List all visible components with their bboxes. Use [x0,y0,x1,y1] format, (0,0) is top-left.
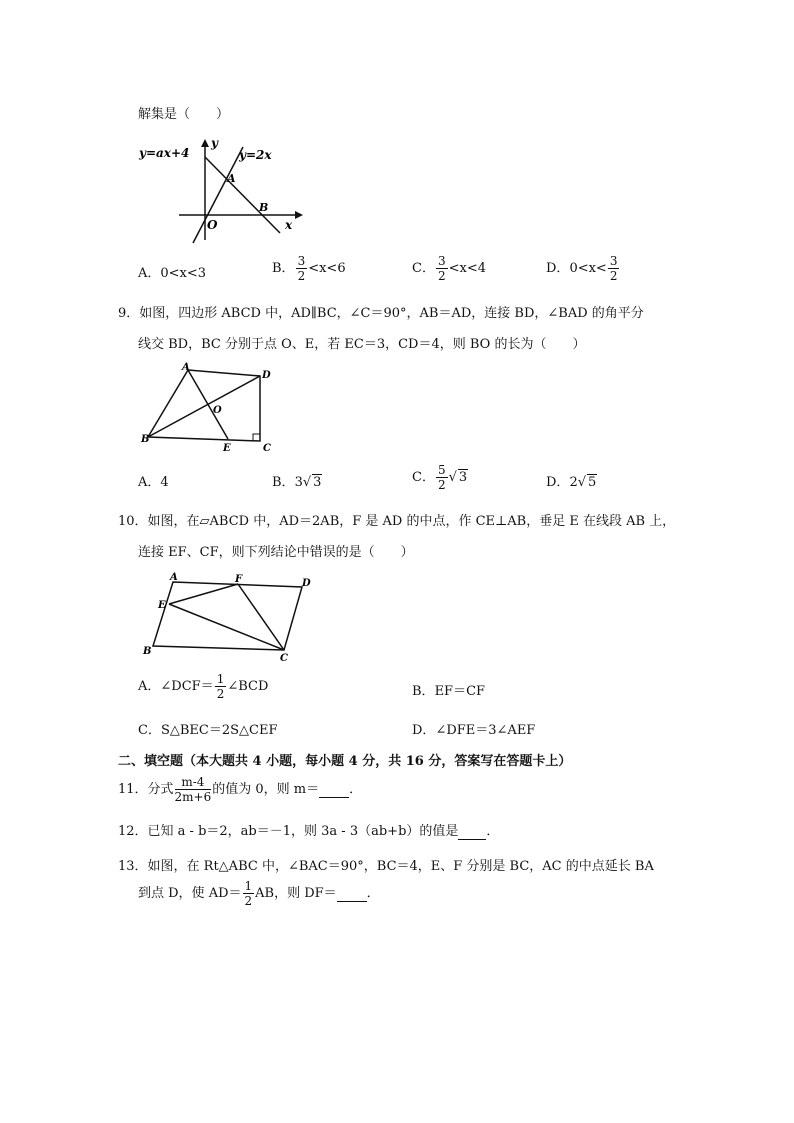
q12-end: ． [486,824,500,839]
q9-right-angle-mark [253,434,260,441]
q8-option-c[interactable] [412,255,486,282]
q11-fraction: $\frac{m-4}{2m+6}$ [174,775,212,804]
q8-option-c-text: <x<4 [448,261,486,276]
q8-label-eq2: y=2x [239,148,272,162]
q11-post: 的值为 0，则 m＝ [212,782,320,797]
q9-label-b: B [141,434,150,445]
q8-option-c-letter: C． [412,261,435,276]
q9-option-d-radicand: 5 [588,475,597,490]
q9-option-a-text: 4 [160,475,169,490]
q9-option-d[interactable]: D．2√ 5 [546,475,597,490]
q9-bisector-ae [188,370,228,439]
q8-tail-text: 解集是（ ） [138,107,230,122]
q10-option-b[interactable] [412,680,485,699]
q10-option-a-post: ∠BCD [227,679,269,694]
q10-line1: 10．如图，在▱ABCD 中，AD＝2AB，F 是 AD 的中点，作 CE⊥AB，垂足 E 在线段 AB 上， [118,514,676,529]
q10-line2: 连接 EF、CF，则下列结论中错误的是（ ） [138,545,414,560]
q10-option-a-fraction: $\frac{1}{2}$ [216,672,225,701]
q8-option-b-text: <x<6 [308,261,346,276]
q9-figure [138,362,278,457]
q8-option-d-letter: D． [546,261,570,276]
q13-fraction: $\frac{1}{2}$ [244,879,253,908]
q9-option-c-fraction: $\frac{5}{2}$ [437,463,446,492]
q10-label-d: D [302,578,311,589]
q13-answer-blank[interactable] [337,886,367,902]
q8-option-b-letter: B． [272,261,295,276]
q8-label-eq1: y=ax+4 [139,146,190,160]
q10-option-c-text: S△BEC＝2S△CEF [160,723,278,738]
q11 [118,776,362,803]
q13-pre: 到点 D，使 AD＝ [138,886,242,901]
q9-option-d-coef: 2 [569,475,578,490]
q8-label-b: B [259,201,269,214]
q8-label-a: A [227,172,236,185]
q8-option-d-text: 0<x< [569,261,607,276]
q10-option-d-text: ∠DFE＝3∠AEF [435,723,536,738]
q8-line-2x [193,147,243,243]
q9-option-b[interactable]: B．3√ 3 [272,475,322,490]
q9-option-a-letter: A． [138,475,161,490]
q9-label-c: C [263,443,271,454]
q9-option-d-letter: D． [546,475,570,490]
q13-line1: 13．如图，在 Rt△ABC 中，∠BAC＝90°，BC＝4，E、F 分别是 BC，AC 的中点延长 BA [118,859,654,874]
q10-segment-ce [169,604,284,650]
q9-label-e: E [223,443,231,454]
q9-option-a[interactable] [138,471,169,490]
q10-option-b-letter: B． [412,684,435,699]
q8-label-o: O [207,218,218,232]
q8-label-x: x [285,218,293,232]
q8-option-d-fraction: $\frac{3}{2}$ [609,254,618,283]
q8-option-a[interactable] [138,262,206,281]
q10-option-a[interactable] [138,673,268,700]
q10-parallelogram [153,582,302,650]
q9-quadrilateral [148,370,260,441]
q9-option-c[interactable]: C． $\frac{5}{2}$ √ 3 [412,463,468,492]
q8-option-c-fraction: $\frac{3}{2}$ [437,254,446,283]
q9-line1: 9．如图，四边形 ABCD 中，AD∥BC，∠C＝90°，AB＝AD，连接 BD，∠BAD 的角平分 [118,306,644,321]
q8-label-y: y [211,136,218,150]
q9-option-b-radicand: 3 [313,475,322,490]
q8-option-b-fraction: $\frac{3}{2}$ [297,254,306,283]
q9-label-a: A [182,362,190,373]
q9-option-c-radicand: 3 [458,470,468,485]
q9-diagonal-bd [148,376,260,437]
q8-y-arrow [201,139,209,147]
q8-option-a-letter: A． [138,266,161,281]
q12 [118,820,499,840]
q12-text: 12．已知 a - b＝2，ab＝－1，则 3a - 3（ab+b）的值是 [118,824,459,839]
q10-figure [138,570,318,665]
q10-option-c-letter: C． [138,723,161,738]
q13-end: ． [366,886,380,901]
q10-option-b-text: EF＝CF [434,684,486,699]
q9-line2: 线交 BD，BC 分别于点 O、E，若 EC＝3，CD＝4，则 BO 的长为（ ） [138,337,586,352]
q8-option-b[interactable] [272,255,346,282]
q13-post: AB，则 DF＝ [255,886,337,901]
q9-label-d: D [262,370,271,381]
q10-label-c: C [280,653,288,664]
q10-label-e: E [158,600,166,611]
q8-option-d[interactable] [546,255,620,282]
q11-pre: 11．分式 [118,782,174,797]
q10-option-d[interactable] [412,719,535,738]
q11-answer-blank[interactable] [319,782,349,798]
q10-label-a: A [170,572,178,583]
section2-title: 二、填空题（本大题共 4 小题，每小题 4 分，共 16 分，答案写在答题卡上） [118,754,572,769]
q10-option-c[interactable] [138,719,277,738]
q8-x-arrow [295,211,303,219]
q10-option-a-letter: A． [138,679,161,694]
q10-option-a-pre: ∠DCF＝ [160,679,214,694]
q11-end: ． [349,782,363,797]
q8-figure [135,135,305,247]
q9-option-b-letter: B． [272,475,295,490]
q10-label-f: F [235,574,243,585]
q10-segment-ef [169,584,238,604]
q9-option-c-letter: C． [412,470,435,485]
q9-option-b-coef: 3 [294,475,303,490]
q10-option-d-letter: D． [412,723,436,738]
q8-option-a-text: 0<x<3 [160,266,207,281]
q9-label-o: O [213,405,222,416]
q12-answer-blank[interactable] [458,824,486,840]
q13-line2 [138,880,380,907]
q10-label-b: B [143,646,152,657]
